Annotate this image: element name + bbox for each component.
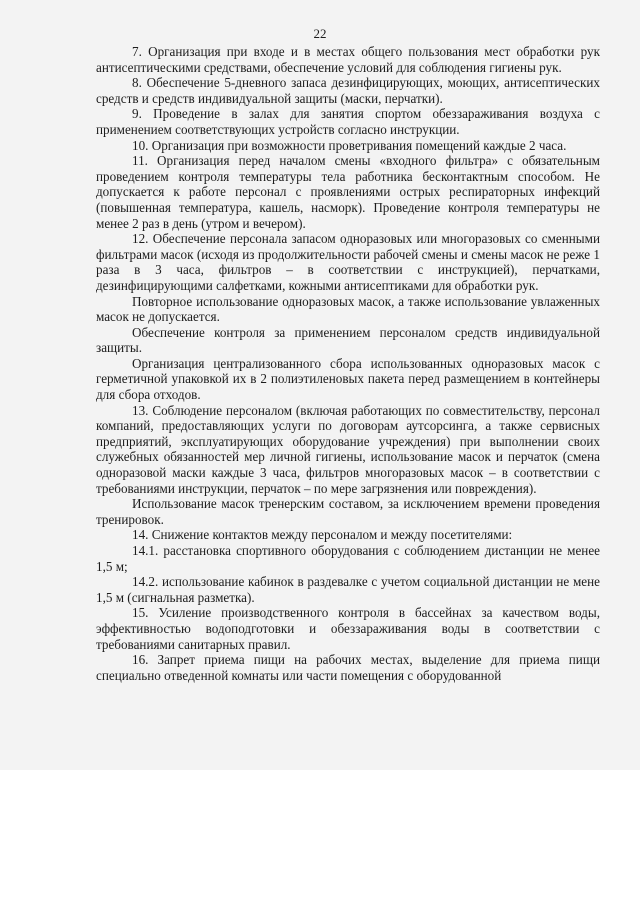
paragraph-8: 8. Обеспечение 5-дневного запаса дезинфицирующих, моющих, антисептических средств и средств индивидуальной защиты (маски, перчатки). <box>96 75 600 106</box>
paragraph-14-1: 14.1. расстановка спортивного оборудования с соблюдением дистанции не менее 1,5 м; <box>96 543 600 574</box>
page-number: 22 <box>313 26 327 41</box>
paragraph-9: 9. Проведение в залах для занятия спортом обеззараживания воздуха с применением соответствующих устройств согласно инструкции. <box>96 106 600 137</box>
paragraph-14-2: 14.2. использование кабинок в раздевалке с учетом социальной дистанции не мене 1,5 м (сигнальная разметка). <box>96 574 600 605</box>
paragraph-11: 11. Организация перед началом смены «входного фильтра» с обязательным проведением контроля температуры тела работника бесконтактным способом. Не допускается к работе персонал с проявлениями острых респираторных инфекций (повышенная температура, кашель, насморк). Проведение контроля температуры не менее 2 раз в день (утром и вечером). <box>96 153 600 231</box>
blank-margin <box>0 770 640 905</box>
paragraph-7: 7. Организация при входе и в местах общего пользования мест обработки рук антисептическими средствами, обеспечение условий для соблюдения гигиены рук. <box>96 44 600 75</box>
paragraph-12-ppe-control: Обеспечение контроля за применением персоналом средств индивидуальной защиты. <box>96 324 600 356</box>
paragraph-13: 13. Соблюдение персоналом (включая работающих по совместительству, персонал компаний, предоставляющих услуги по договорам аутсорсинга, а также сервисных предприятий, эксплуатирующих оборудование учреждения) при выполнении своих служебных обязанностей мер личной гигиены, использование масок и перчаток (смена одноразовой маски каждые 3 часа, фильтров многоразовых масок – в соответствии с требованиями инструкции, перчаток – по мере загрязнения или повреждения). <box>96 402 600 496</box>
paragraph-10: 10. Организация при возможности проветривания помещений каждые 2 часа. <box>132 137 567 153</box>
paragraph-12: 12. Обеспечение персонала запасом одноразовых или многоразовых со сменными фильтрами масок (исходя из продолжительности рабочей смены и смены масок не реже 1 раза в 3 часа, фильтров – в соответствии с инструкцией), перчатками, дезинфицирующими салфетками, кожными антисептиками для обработки рук. <box>96 231 600 293</box>
document-body <box>96 44 600 683</box>
paragraph-15: 15. Усиление производственного контроля в бассейнах за качеством воды, эффективностью водоподготовки и обеззараживания воды в соответствии с требованиями санитарных правил. <box>96 605 600 652</box>
paragraph-16: 16. Запрет приема пищи на рабочих местах, выделение для приема пищи специально отведенной комнаты или части помещения с оборудованной <box>96 652 600 683</box>
paragraph-12-masks-reuse: Повторное использование одноразовых масок, а также использование увлаженных масок не допускается. <box>96 293 600 325</box>
paragraph-12-mask-collection: Организация централизованного сбора использованных одноразовых масок с герметичной упаковкой их в 2 полиэтиленовых пакета перед размещением в контейнеры для сбора отходов. <box>96 355 600 403</box>
paragraph-13-trainers: Использование масок тренерским составом, за исключением времени проведения тренировок. <box>96 496 600 527</box>
paragraph-14: 14. Снижение контактов между персоналом и между посетителями: <box>132 527 513 543</box>
